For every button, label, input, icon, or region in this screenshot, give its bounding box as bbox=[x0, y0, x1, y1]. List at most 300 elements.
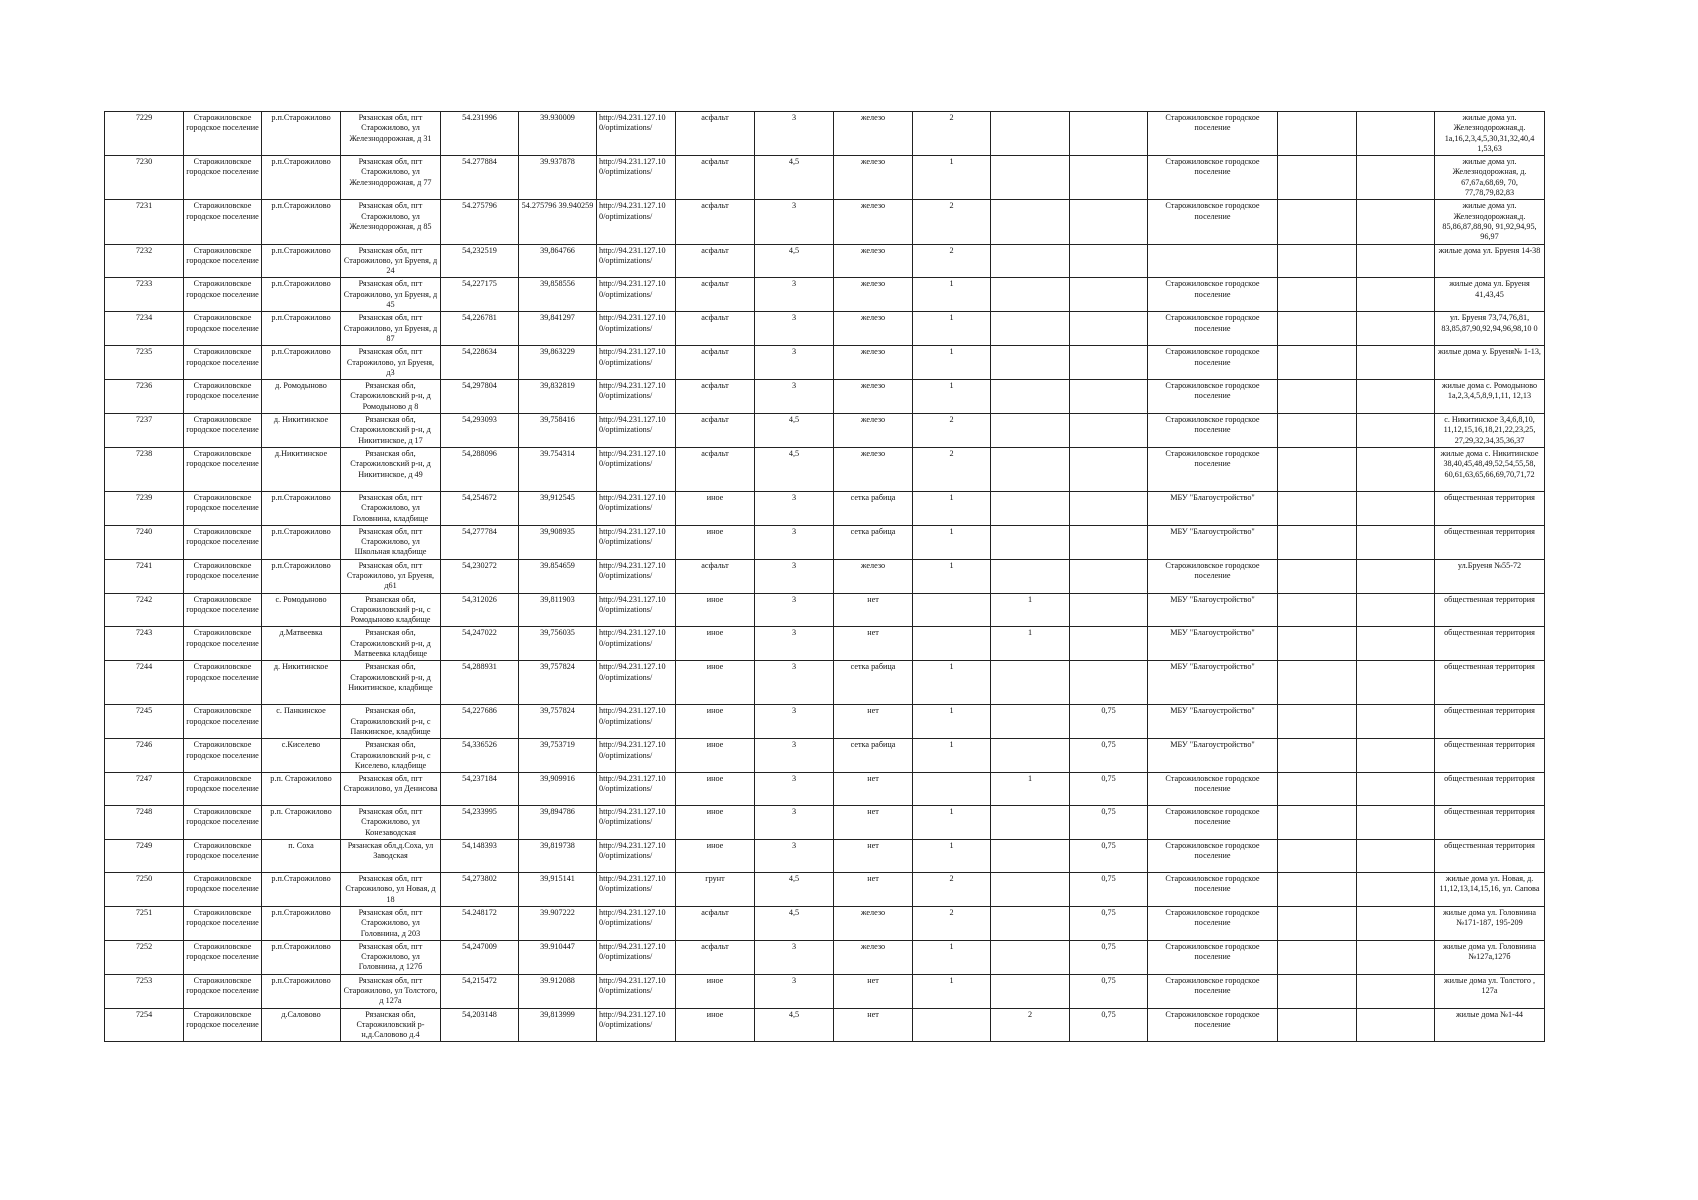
link-cell[interactable]: http://94.231.127.10 0/optimizations/ bbox=[597, 491, 676, 525]
locality-cell: р.п.Старожилово bbox=[262, 559, 341, 593]
settlement-cell: Старожиловское городское поселение bbox=[184, 414, 262, 448]
latitude-cell: 54,232519 bbox=[441, 244, 519, 278]
fence-cell: железо bbox=[834, 312, 913, 346]
volume-cell bbox=[1070, 200, 1148, 244]
area-cell: 3 bbox=[755, 661, 834, 705]
fence-cell: железо bbox=[834, 414, 913, 448]
empty-cell bbox=[1278, 661, 1357, 705]
locality-cell: р.п.Старожилово bbox=[262, 244, 341, 278]
empty-cell bbox=[1278, 244, 1357, 278]
row-id-cell: 7244 bbox=[105, 661, 184, 705]
row-id-cell: 7236 bbox=[105, 380, 184, 414]
count-cell-1: 2 bbox=[913, 244, 991, 278]
settlement-cell: Старожиловское городское поселение bbox=[184, 112, 262, 156]
longitude-cell: 39,915141 bbox=[519, 873, 597, 907]
served-objects-cell: общественная территория bbox=[1435, 525, 1545, 559]
link-cell[interactable]: http://94.231.127.10 0/optimizations/ bbox=[597, 112, 676, 156]
volume-cell bbox=[1070, 244, 1148, 278]
surface-cell: иное bbox=[676, 627, 755, 661]
table-row bbox=[105, 806, 1545, 840]
volume-cell: 0,75 bbox=[1070, 974, 1148, 1008]
table-row bbox=[105, 873, 1545, 907]
volume-cell bbox=[1070, 447, 1148, 491]
settlement-cell: Старожиловское городское поселение bbox=[184, 627, 262, 661]
registry-body bbox=[105, 112, 1545, 1042]
served-objects-cell: общественная территория bbox=[1435, 491, 1545, 525]
latitude-cell: 54.277884 bbox=[441, 156, 519, 200]
count-cell-2 bbox=[991, 346, 1070, 380]
holder-cell: МБУ "Благоустройство" bbox=[1148, 525, 1278, 559]
locality-cell: р.п.Старожилово bbox=[262, 525, 341, 559]
count-cell-1: 1 bbox=[913, 312, 991, 346]
served-objects-cell: с. Никитинское 3,4,6,8,10, 11,12,15,16,18,21,22,23,25, 27,29,32,34,35,36,37 bbox=[1435, 414, 1545, 448]
address-cell: Рязанская обл, пгт Старожилово, ул Бруеня, д3 bbox=[341, 346, 441, 380]
count-cell-1: 1 bbox=[913, 940, 991, 974]
holder-cell: Старожиловское городское поселение bbox=[1148, 906, 1278, 940]
served-objects-cell: общественная территория bbox=[1435, 739, 1545, 773]
empty-cell-2 bbox=[1357, 593, 1435, 627]
locality-cell: с.Киселево bbox=[262, 739, 341, 773]
table-row bbox=[105, 156, 1545, 200]
link-cell[interactable]: http://94.231.127.10 0/optimizations/ bbox=[597, 200, 676, 244]
latitude-cell: 54,336526 bbox=[441, 739, 519, 773]
latitude-cell: 54,277784 bbox=[441, 525, 519, 559]
address-cell: Рязанская обл, Старожиловский р-н, с Киселево, кладбище bbox=[341, 739, 441, 773]
link-cell[interactable]: http://94.231.127.10 0/optimizations/ bbox=[597, 380, 676, 414]
count-cell-1: 1 bbox=[913, 346, 991, 380]
count-cell-2 bbox=[991, 278, 1070, 312]
volume-cell: 0,75 bbox=[1070, 873, 1148, 907]
fence-cell: сетка рабица bbox=[834, 491, 913, 525]
row-id-cell: 7249 bbox=[105, 840, 184, 873]
volume-cell: 0,75 bbox=[1070, 739, 1148, 773]
link-cell[interactable]: http://94.231.127.10 0/optimizations/ bbox=[597, 312, 676, 346]
holder-cell: МБУ "Благоустройство" bbox=[1148, 661, 1278, 705]
count-cell-1 bbox=[913, 593, 991, 627]
address-cell: Рязанская обл, пгт Старожилово, ул Железнодорожная, д 31 bbox=[341, 112, 441, 156]
longitude-cell: 39.912088 bbox=[519, 974, 597, 1008]
surface-cell: иное bbox=[676, 491, 755, 525]
link-cell[interactable]: http://94.231.127.10 0/optimizations/ bbox=[597, 447, 676, 491]
surface-cell: иное bbox=[676, 773, 755, 806]
locality-cell: д. Никитинское bbox=[262, 414, 341, 448]
area-cell: 3 bbox=[755, 200, 834, 244]
empty-cell bbox=[1278, 974, 1357, 1008]
served-objects-cell: общественная территория bbox=[1435, 705, 1545, 739]
settlement-cell: Старожиловское городское поселение bbox=[184, 200, 262, 244]
fence-cell: нет bbox=[834, 806, 913, 840]
longitude-cell: 39.754314 bbox=[519, 447, 597, 491]
area-cell: 4,5 bbox=[755, 873, 834, 907]
empty-cell bbox=[1278, 559, 1357, 593]
locality-cell: р.п.Старожилово bbox=[262, 278, 341, 312]
table-row bbox=[105, 906, 1545, 940]
link-cell[interactable]: http://94.231.127.10 0/optimizations/ bbox=[597, 1008, 676, 1042]
count-cell-2 bbox=[991, 380, 1070, 414]
holder-cell: Старожиловское городское поселение bbox=[1148, 559, 1278, 593]
served-objects-cell: жилые дома ул. Толстого , 127а bbox=[1435, 974, 1545, 1008]
latitude-cell: 54,237184 bbox=[441, 773, 519, 806]
address-cell: Рязанская обл, Старожиловский р-н, д Никитинское, кладбище bbox=[341, 661, 441, 705]
address-cell: Рязанская обл, Старожиловский р-н, д Никитинское, д 17 bbox=[341, 414, 441, 448]
link-cell[interactable]: http://94.231.127.10 0/optimizations/ bbox=[597, 525, 676, 559]
link-cell[interactable]: http://94.231.127.10 0/optimizations/ bbox=[597, 414, 676, 448]
holder-cell: Старожиловское городское поселение bbox=[1148, 873, 1278, 907]
fence-cell: железо bbox=[834, 380, 913, 414]
locality-cell: р.п.Старожилово bbox=[262, 200, 341, 244]
row-id-cell: 7241 bbox=[105, 559, 184, 593]
served-objects-cell: общественная территория bbox=[1435, 661, 1545, 705]
served-objects-cell: жилые дома ул. Головнина №171-187, 195-209 bbox=[1435, 906, 1545, 940]
count-cell-2 bbox=[991, 244, 1070, 278]
area-cell: 3 bbox=[755, 974, 834, 1008]
locality-cell: д.Матвеевка bbox=[262, 627, 341, 661]
surface-cell: иное bbox=[676, 840, 755, 873]
address-cell: Рязанская обл, Старожиловский р-н, с Ромодыново кладбище bbox=[341, 593, 441, 627]
count-cell-1: 1 bbox=[913, 661, 991, 705]
holder-cell: Старожиловское городское поселение bbox=[1148, 974, 1278, 1008]
fence-cell: железо bbox=[834, 940, 913, 974]
served-objects-cell: жилые дома ул. Новая, д. 11,12,13,14,15,16, ул. Сапова bbox=[1435, 873, 1545, 907]
longitude-cell: 39,841297 bbox=[519, 312, 597, 346]
holder-cell: Старожиловское городское поселение bbox=[1148, 200, 1278, 244]
count-cell-1: 1 bbox=[913, 380, 991, 414]
table-row bbox=[105, 525, 1545, 559]
longitude-cell: 39,912545 bbox=[519, 491, 597, 525]
link-cell[interactable]: http://94.231.127.10 0/optimizations/ bbox=[597, 840, 676, 873]
longitude-cell: 39,908935 bbox=[519, 525, 597, 559]
address-cell: Рязанская обл, пгт Старожилово, ул Школьная кладбище bbox=[341, 525, 441, 559]
served-objects-cell: общественная территория bbox=[1435, 773, 1545, 806]
longitude-cell: 39,819738 bbox=[519, 840, 597, 873]
settlement-cell: Старожиловское городское поселение bbox=[184, 491, 262, 525]
row-id-cell: 7232 bbox=[105, 244, 184, 278]
address-cell: Рязанская обл, пгт Старожилово, ул Новая, д 18 bbox=[341, 873, 441, 907]
count-cell-1: 1 bbox=[913, 840, 991, 873]
count-cell-1: 2 bbox=[913, 447, 991, 491]
area-cell: 3 bbox=[755, 705, 834, 739]
table-row bbox=[105, 559, 1545, 593]
table-row bbox=[105, 380, 1545, 414]
surface-cell: иное bbox=[676, 593, 755, 627]
surface-cell: асфальт bbox=[676, 414, 755, 448]
empty-cell bbox=[1278, 773, 1357, 806]
longitude-cell: 39,757824 bbox=[519, 705, 597, 739]
empty-cell-2 bbox=[1357, 244, 1435, 278]
address-cell: Рязанская обл, пгт Старожилово, ул Железнодорожная, д 85 bbox=[341, 200, 441, 244]
area-cell: 3 bbox=[755, 806, 834, 840]
link-cell[interactable]: http://94.231.127.10 0/optimizations/ bbox=[597, 593, 676, 627]
longitude-cell: 54.275796 39.940259 bbox=[519, 200, 597, 244]
count-cell-1 bbox=[913, 1008, 991, 1042]
area-cell: 3 bbox=[755, 593, 834, 627]
empty-cell bbox=[1278, 312, 1357, 346]
fence-cell: нет bbox=[834, 873, 913, 907]
area-cell: 4,5 bbox=[755, 906, 834, 940]
holder-cell: Старожиловское городское поселение bbox=[1148, 414, 1278, 448]
link-cell[interactable]: http://94.231.127.10 0/optimizations/ bbox=[597, 873, 676, 907]
link-cell[interactable]: http://94.231.127.10 0/optimizations/ bbox=[597, 661, 676, 705]
volume-cell bbox=[1070, 593, 1148, 627]
longitude-cell: 39,753719 bbox=[519, 739, 597, 773]
row-id-cell: 7246 bbox=[105, 739, 184, 773]
link-cell[interactable]: http://94.231.127.10 0/optimizations/ bbox=[597, 773, 676, 806]
fence-cell: железо bbox=[834, 906, 913, 940]
volume-cell bbox=[1070, 559, 1148, 593]
latitude-cell: 54,293093 bbox=[441, 414, 519, 448]
served-objects-cell: жилые дома у. Бруеня№ 1-13, bbox=[1435, 346, 1545, 380]
volume-cell: 0,75 bbox=[1070, 806, 1148, 840]
link-cell[interactable]: http://94.231.127.10 0/optimizations/ bbox=[597, 559, 676, 593]
row-id-cell: 7242 bbox=[105, 593, 184, 627]
surface-cell: асфальт bbox=[676, 200, 755, 244]
link-cell[interactable]: http://94.231.127.10 0/optimizations/ bbox=[597, 940, 676, 974]
volume-cell: 0,75 bbox=[1070, 906, 1148, 940]
area-cell: 3 bbox=[755, 491, 834, 525]
link-cell[interactable]: http://94.231.127.10 0/optimizations/ bbox=[597, 278, 676, 312]
volume-cell bbox=[1070, 312, 1148, 346]
served-objects-cell: общественная территория bbox=[1435, 627, 1545, 661]
locality-cell: с. Ромодыново bbox=[262, 593, 341, 627]
empty-cell-2 bbox=[1357, 1008, 1435, 1042]
surface-cell: иное bbox=[676, 525, 755, 559]
count-cell-2: 1 bbox=[991, 773, 1070, 806]
table-row bbox=[105, 773, 1545, 806]
address-cell: Рязанская обл, пгт Старожилово, ул Бруеня, д61 bbox=[341, 559, 441, 593]
latitude-cell: 54,297804 bbox=[441, 380, 519, 414]
longitude-cell: 39,757824 bbox=[519, 661, 597, 705]
locality-cell: р.п.Старожилово bbox=[262, 873, 341, 907]
address-cell: Рязанская обл, пгт Старожилово, ул Конезаводская bbox=[341, 806, 441, 840]
volume-cell: 0,75 bbox=[1070, 1008, 1148, 1042]
area-cell: 3 bbox=[755, 940, 834, 974]
volume-cell bbox=[1070, 627, 1148, 661]
longitude-cell: 39,832819 bbox=[519, 380, 597, 414]
holder-cell: МБУ "Благоустройство" bbox=[1148, 593, 1278, 627]
address-cell: Рязанская обл, пгт Старожилово, ул Денисова bbox=[341, 773, 441, 806]
served-objects-cell: жилые дома ул. Железнодорожная,д. 85,86,87,88,90, 91,92,94,95, 96,97 bbox=[1435, 200, 1545, 244]
surface-cell: асфальт bbox=[676, 156, 755, 200]
row-id-cell: 7250 bbox=[105, 873, 184, 907]
longitude-cell: 39.930009 bbox=[519, 112, 597, 156]
holder-cell: Старожиловское городское поселение bbox=[1148, 447, 1278, 491]
served-objects-cell: жилые дома с. Ромодыново 1а,2,3,4,5,8,9,1,11, 12,13 bbox=[1435, 380, 1545, 414]
volume-cell: 0,75 bbox=[1070, 705, 1148, 739]
address-cell: Рязанская обл, пгт Старожилово, ул Железнодорожная, д 77 bbox=[341, 156, 441, 200]
longitude-cell: 39,813999 bbox=[519, 1008, 597, 1042]
latitude-cell: 54,203148 bbox=[441, 1008, 519, 1042]
empty-cell bbox=[1278, 627, 1357, 661]
longitude-cell: 39.937878 bbox=[519, 156, 597, 200]
empty-cell-2 bbox=[1357, 380, 1435, 414]
count-cell-2 bbox=[991, 200, 1070, 244]
empty-cell-2 bbox=[1357, 346, 1435, 380]
link-cell[interactable]: http://94.231.127.10 0/optimizations/ bbox=[597, 156, 676, 200]
table-row bbox=[105, 447, 1545, 491]
link-cell[interactable]: http://94.231.127.10 0/optimizations/ bbox=[597, 974, 676, 1008]
served-objects-cell: жилые дома ул. Головнина №127а,127б bbox=[1435, 940, 1545, 974]
count-cell-2 bbox=[991, 112, 1070, 156]
table-row bbox=[105, 491, 1545, 525]
link-cell[interactable]: http://94.231.127.10 0/optimizations/ bbox=[597, 705, 676, 739]
empty-cell bbox=[1278, 739, 1357, 773]
fence-cell: железо bbox=[834, 244, 913, 278]
locality-cell: р.п.Старожилово bbox=[262, 940, 341, 974]
count-cell-2 bbox=[991, 559, 1070, 593]
link-cell[interactable]: http://94.231.127.10 0/optimizations/ bbox=[597, 806, 676, 840]
table-row bbox=[105, 1008, 1545, 1042]
served-objects-cell: жилые дома ул. Железнодорожная,д. 1а,16,2,3,4,5,30,31,32,40,4 1,53,63 bbox=[1435, 112, 1545, 156]
latitude-cell: 54,288931 bbox=[441, 661, 519, 705]
latitude-cell: 54,228634 bbox=[441, 346, 519, 380]
count-cell-2 bbox=[991, 414, 1070, 448]
address-cell: Рязанская обл, пгт Старожилово, ул Головнина, д 203 bbox=[341, 906, 441, 940]
empty-cell bbox=[1278, 1008, 1357, 1042]
count-cell-2 bbox=[991, 447, 1070, 491]
holder-cell: Старожиловское городское поселение bbox=[1148, 156, 1278, 200]
fence-cell: нет bbox=[834, 593, 913, 627]
latitude-cell: 54,227686 bbox=[441, 705, 519, 739]
locality-cell: р.п.Старожилово bbox=[262, 112, 341, 156]
empty-cell bbox=[1278, 346, 1357, 380]
surface-cell: асфальт bbox=[676, 380, 755, 414]
address-cell: Рязанская обл, Старожиловский р-н, д Матвеевка кладбище bbox=[341, 627, 441, 661]
count-cell-1: 2 bbox=[913, 112, 991, 156]
count-cell-2: 1 bbox=[991, 593, 1070, 627]
fence-cell: сетка рабица bbox=[834, 525, 913, 559]
latitude-cell: 54.248172 bbox=[441, 906, 519, 940]
fence-cell: нет bbox=[834, 773, 913, 806]
holder-cell: Старожиловское городское поселение bbox=[1148, 773, 1278, 806]
link-cell[interactable]: http://94.231.127.10 0/optimizations/ bbox=[597, 346, 676, 380]
empty-cell-2 bbox=[1357, 156, 1435, 200]
volume-cell: 0,75 bbox=[1070, 840, 1148, 873]
area-cell: 3 bbox=[755, 312, 834, 346]
row-id-cell: 7239 bbox=[105, 491, 184, 525]
settlement-cell: Старожиловское городское поселение bbox=[184, 974, 262, 1008]
count-cell-1: 1 bbox=[913, 156, 991, 200]
holder-cell: МБУ "Благоустройство" bbox=[1148, 705, 1278, 739]
empty-cell bbox=[1278, 906, 1357, 940]
locality-cell: р.п.Старожилово bbox=[262, 491, 341, 525]
empty-cell-2 bbox=[1357, 974, 1435, 1008]
link-cell[interactable]: http://94.231.127.10 0/optimizations/ bbox=[597, 739, 676, 773]
address-cell: Рязанская обл, пгт Старожилово, ул Бруenя, д 24 bbox=[341, 244, 441, 278]
empty-cell bbox=[1278, 112, 1357, 156]
row-id-cell: 7234 bbox=[105, 312, 184, 346]
fence-cell: железо bbox=[834, 200, 913, 244]
locality-cell: р.п.Старожилово bbox=[262, 312, 341, 346]
settlement-cell: Старожиловское городское поселение bbox=[184, 705, 262, 739]
empty-cell-2 bbox=[1357, 773, 1435, 806]
surface-cell: асфальт bbox=[676, 940, 755, 974]
served-objects-cell: общественная территория bbox=[1435, 840, 1545, 873]
empty-cell-2 bbox=[1357, 312, 1435, 346]
table-row bbox=[105, 200, 1545, 244]
count-cell-2 bbox=[991, 156, 1070, 200]
empty-cell bbox=[1278, 380, 1357, 414]
latitude-cell: 54,288096 bbox=[441, 447, 519, 491]
settlement-cell: Старожиловское городское поселение bbox=[184, 278, 262, 312]
fence-cell: сетка рабица bbox=[834, 661, 913, 705]
empty-cell-2 bbox=[1357, 705, 1435, 739]
latitude-cell: 54.275796 bbox=[441, 200, 519, 244]
empty-cell-2 bbox=[1357, 112, 1435, 156]
holder-cell: Старожиловское городское поселение bbox=[1148, 278, 1278, 312]
latitude-cell: 54.231996 bbox=[441, 112, 519, 156]
locality-cell: д.Саловово bbox=[262, 1008, 341, 1042]
locality-cell: р.п.Старожилово bbox=[262, 346, 341, 380]
empty-cell bbox=[1278, 156, 1357, 200]
link-cell[interactable]: http://94.231.127.10 0/optimizations/ bbox=[597, 244, 676, 278]
area-cell: 4,5 bbox=[755, 447, 834, 491]
surface-cell: иное bbox=[676, 661, 755, 705]
empty-cell-2 bbox=[1357, 940, 1435, 974]
surface-cell: асфальт bbox=[676, 906, 755, 940]
area-cell: 4,5 bbox=[755, 1008, 834, 1042]
longitude-cell: 39,858556 bbox=[519, 278, 597, 312]
longitude-cell: 39,863229 bbox=[519, 346, 597, 380]
empty-cell bbox=[1278, 940, 1357, 974]
count-cell-2 bbox=[991, 525, 1070, 559]
surface-cell: асфальт bbox=[676, 278, 755, 312]
settlement-cell: Старожиловское городское поселение bbox=[184, 559, 262, 593]
locality-cell: р.п.Старожилово bbox=[262, 974, 341, 1008]
served-objects-cell: общественная территория bbox=[1435, 593, 1545, 627]
empty-cell bbox=[1278, 873, 1357, 907]
row-id-cell: 7243 bbox=[105, 627, 184, 661]
settlement-cell: Старожиловское городское поселение bbox=[184, 156, 262, 200]
fence-cell: железо bbox=[834, 346, 913, 380]
volume-cell bbox=[1070, 278, 1148, 312]
volume-cell bbox=[1070, 112, 1148, 156]
holder-cell: Старожиловское городское поселение bbox=[1148, 1008, 1278, 1042]
row-id-cell: 7235 bbox=[105, 346, 184, 380]
surface-cell: асфальт bbox=[676, 346, 755, 380]
count-cell-2 bbox=[991, 739, 1070, 773]
latitude-cell: 54,227175 bbox=[441, 278, 519, 312]
settlement-cell: Старожиловское городское поселение bbox=[184, 380, 262, 414]
empty-cell bbox=[1278, 705, 1357, 739]
count-cell-1: 1 bbox=[913, 974, 991, 1008]
count-cell-2 bbox=[991, 906, 1070, 940]
empty-cell-2 bbox=[1357, 447, 1435, 491]
empty-cell bbox=[1278, 840, 1357, 873]
empty-cell bbox=[1278, 200, 1357, 244]
settlement-cell: Старожиловское городское поселение bbox=[184, 806, 262, 840]
locality-cell: д. Никитинское bbox=[262, 661, 341, 705]
empty-cell-2 bbox=[1357, 840, 1435, 873]
address-cell: Рязанская обл, Старожиловский р-н, с Панкинское, кладбище bbox=[341, 705, 441, 739]
row-id-cell: 7253 bbox=[105, 974, 184, 1008]
empty-cell-2 bbox=[1357, 627, 1435, 661]
row-id-cell: 7240 bbox=[105, 525, 184, 559]
latitude-cell: 54,273802 bbox=[441, 873, 519, 907]
settlement-cell: Старожиловское городское поселение bbox=[184, 525, 262, 559]
link-cell[interactable]: http://94.231.127.10 0/optimizations/ bbox=[597, 627, 676, 661]
latitude-cell: 54,247022 bbox=[441, 627, 519, 661]
holder-cell: Старожиловское городское поселение bbox=[1148, 346, 1278, 380]
fence-cell: нет bbox=[834, 974, 913, 1008]
area-cell: 3 bbox=[755, 773, 834, 806]
served-objects-cell: ул. Бруеня 73,74,76,81, 83,85,87,90,92,94,96,98,10 0 bbox=[1435, 312, 1545, 346]
holder-cell: МБУ "Благоустройство" bbox=[1148, 627, 1278, 661]
count-cell-1: 1 bbox=[913, 559, 991, 593]
link-cell[interactable]: http://94.231.127.10 0/optimizations/ bbox=[597, 906, 676, 940]
latitude-cell: 54,226781 bbox=[441, 312, 519, 346]
row-id-cell: 7229 bbox=[105, 112, 184, 156]
row-id-cell: 7245 bbox=[105, 705, 184, 739]
